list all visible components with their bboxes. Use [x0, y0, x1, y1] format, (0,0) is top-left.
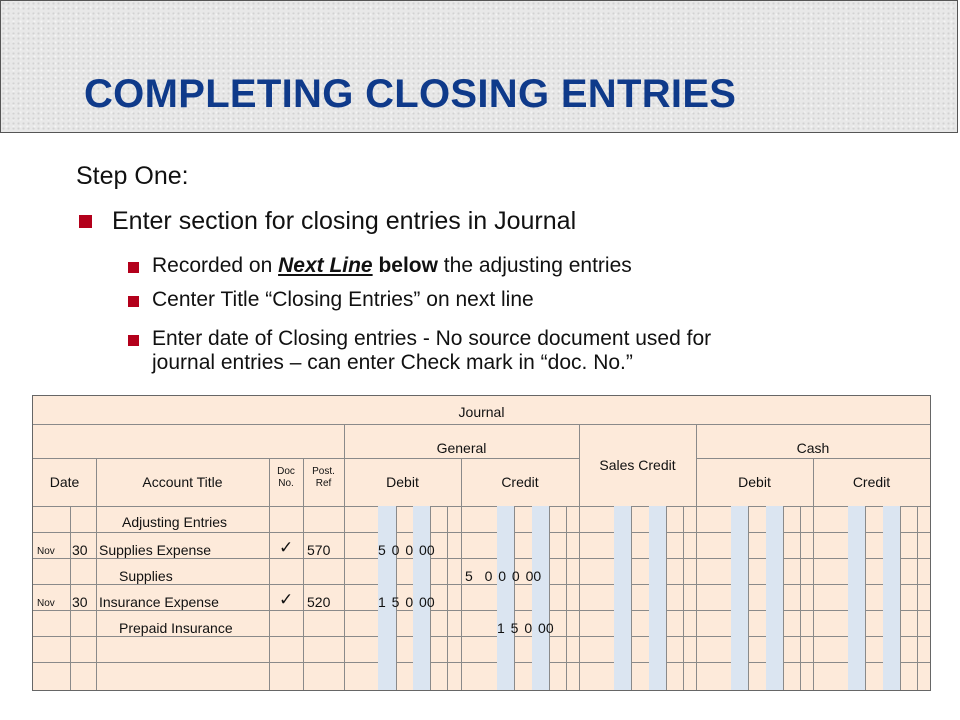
doc-no-header — [269, 466, 303, 490]
below-emphasis: below — [372, 254, 438, 277]
grid-line — [696, 424, 697, 690]
general-debit-header: Debit — [386, 474, 419, 490]
row-debit-amount: 1 5 0 00 — [378, 594, 435, 610]
amount-column-shading — [766, 506, 783, 690]
checkmark-icon: ✓ — [279, 590, 294, 609]
sub-bullet-line: journal entries – can enter Check mark in “doc. No.” — [152, 351, 633, 374]
row-account-title: Supplies — [119, 568, 173, 584]
row-post-ref: 520 — [307, 594, 331, 610]
next-line-emphasis: Next Line — [278, 254, 373, 277]
bullet-square-icon — [128, 335, 139, 346]
date-header: Date — [49, 474, 80, 490]
row-account-title: Prepaid Insurance — [119, 620, 233, 636]
row-account-title: Adjusting Entries — [122, 514, 228, 530]
sub-bullet-text: the adjusting entries — [437, 254, 632, 277]
grid-line — [33, 424, 930, 425]
bullet-square-icon — [79, 215, 92, 228]
checkmark-icon: ✓ — [279, 538, 294, 557]
sub-bullet-line: Enter date of Closing entries - No source document used for — [152, 327, 712, 350]
grid-line — [33, 610, 930, 611]
row-post-ref: 570 — [307, 542, 331, 558]
row-account-title: Insurance Expense — [99, 594, 219, 610]
row-debit-amount: 5 0 0 00 — [378, 542, 435, 558]
grid-line — [33, 558, 930, 559]
journal-title: Journal — [458, 404, 505, 420]
grid-line — [33, 532, 930, 533]
grid-line — [269, 458, 270, 690]
row-credit-amount: 1 5 0 00 — [497, 620, 554, 636]
row-account-title: Supplies Expense — [99, 542, 212, 558]
row-day: 30 — [72, 542, 88, 558]
grid-line — [344, 458, 579, 459]
row-credit-amount: 5 0 0 0 00 — [465, 568, 542, 584]
grid-line — [696, 458, 930, 459]
step-heading: Step One: — [76, 162, 189, 190]
post-ref-line: Ref — [315, 478, 332, 489]
grid-line — [33, 506, 930, 507]
grid-line — [96, 458, 97, 690]
cash-credit-header: Credit — [852, 474, 891, 490]
doc-no-line: No. — [278, 478, 294, 489]
cash-debit-header: Debit — [738, 474, 771, 490]
main-bullet-text: Enter section for closing entries in Journal — [112, 207, 577, 235]
amount-column-shading — [497, 506, 514, 690]
amount-column-shading — [532, 506, 549, 690]
post-ref-header — [303, 466, 344, 490]
grid-line — [303, 458, 304, 690]
grid-line — [344, 424, 345, 690]
grid-line — [813, 458, 814, 690]
journal-table — [32, 395, 931, 691]
bullet-square-icon — [128, 262, 139, 273]
grid-line — [33, 636, 930, 637]
grid-line — [33, 458, 344, 459]
row-month: Nov — [37, 598, 55, 609]
cash-header: Cash — [796, 440, 830, 456]
amount-column-shading — [731, 506, 748, 690]
grid-line — [33, 662, 930, 663]
amount-column-shading — [649, 506, 666, 690]
grid-line — [461, 458, 462, 690]
row-day: 30 — [72, 594, 88, 610]
sub-bullet-enter-date — [152, 327, 711, 375]
general-header: General — [436, 440, 487, 456]
amount-column-shading — [614, 506, 631, 690]
sales-credit-header: Sales Credit — [599, 457, 676, 473]
amount-column-shading — [883, 506, 900, 690]
row-month: Nov — [37, 546, 55, 557]
sub-bullet-center-title: Center Title “Closing Entries” on next line — [152, 288, 534, 311]
bullet-square-icon — [128, 296, 139, 307]
general-credit-header: Credit — [501, 474, 539, 490]
amount-column-shading — [848, 506, 865, 690]
post-ref-line: Post. — [312, 466, 335, 477]
account-title-header: Account Title — [142, 474, 223, 490]
sub-bullet-recorded — [152, 254, 632, 278]
grid-line — [33, 584, 930, 585]
slide-title: COMPLETING CLOSING ENTRIES — [84, 72, 737, 116]
doc-no-line: Doc — [277, 466, 295, 477]
sub-bullet-text: Recorded on — [152, 254, 279, 277]
